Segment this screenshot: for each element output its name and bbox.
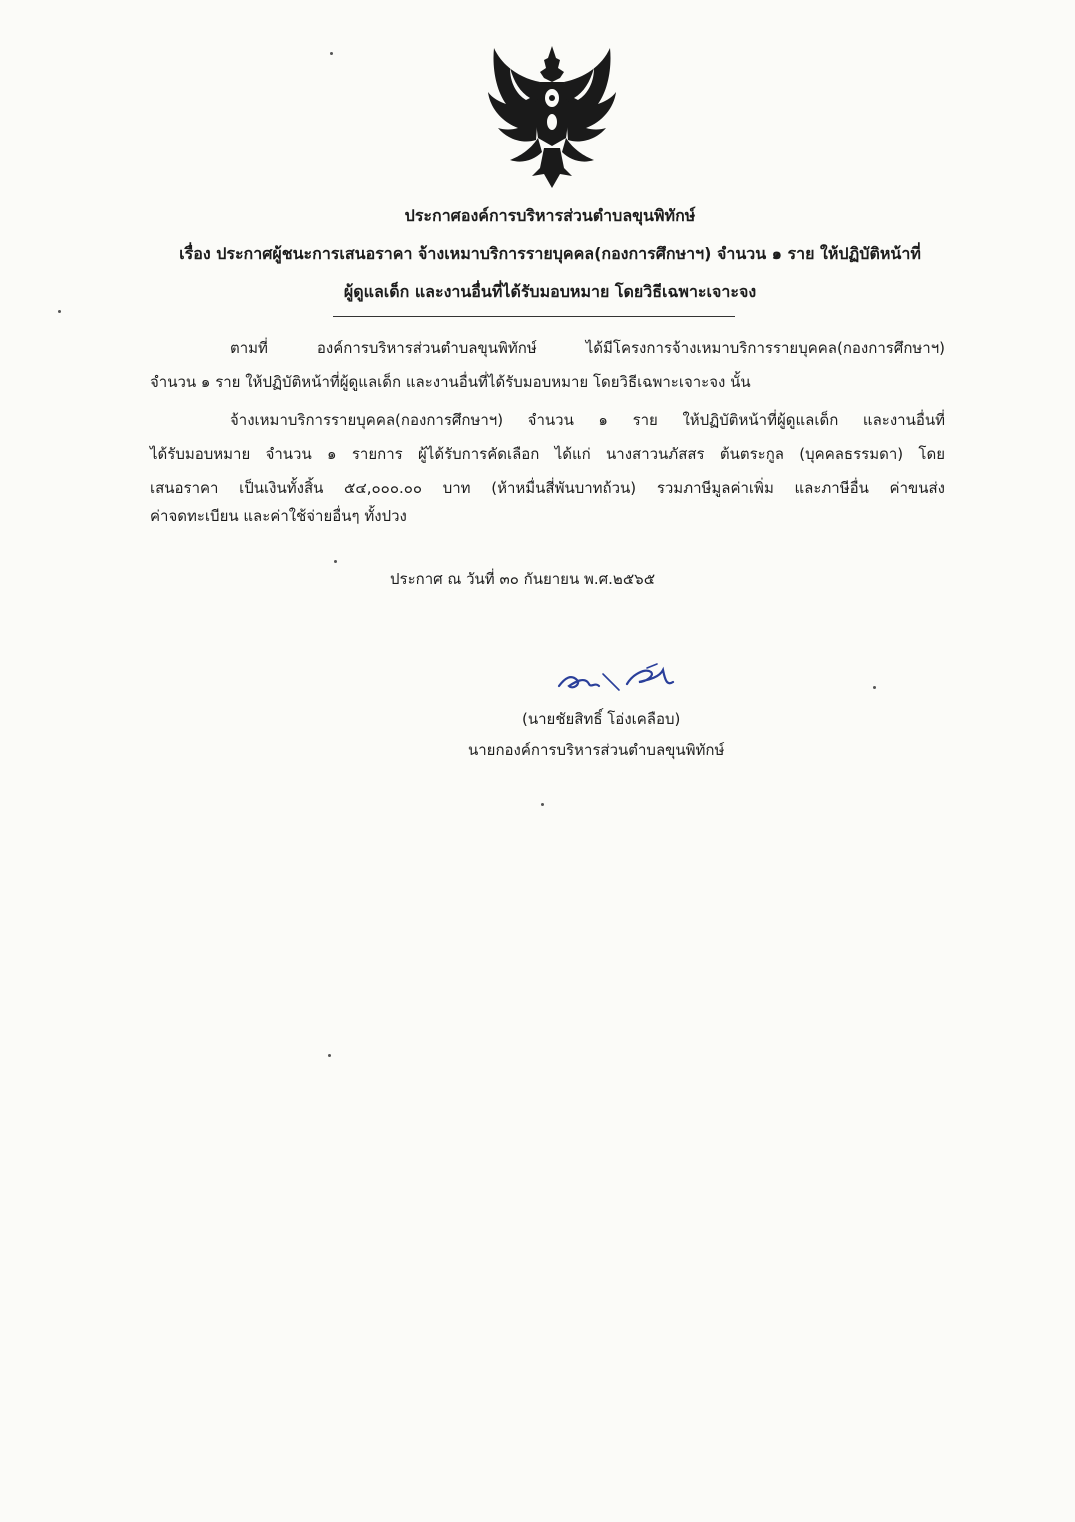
para2-line-2: ได้รับมอบหมาย จำนวน ๑ รายการ ผู้ได้รับการคัดเลือก ได้แก่ นางสาวนภัสสร ต้นตระกูล (บุคคลธรรมดา) โดย xyxy=(150,445,945,463)
para2-line-3: เสนอราคา เป็นเงินทั้งสิ้น ๕๔,๐๐๐.๐๐ บาท (ห้าหมื่นสี่พันบาทถ้วน) รวมภาษีมูลค่าเพิ่ม และภาษีอื่น ค่าขนส่ง xyxy=(150,479,945,497)
scan-speck xyxy=(541,803,544,806)
signature-icon xyxy=(555,660,685,700)
para2-line-4: ค่าจดทะเบียน และค่าใช้จ่ายอื่นๆ ทั้งปวง xyxy=(150,507,407,525)
para1-line-1: ตามที่ องค์การบริหารส่วนตำบลขุนพิทักษ์ ได้มีโครงการจ้างเหมาบริการรายบุคคล(กองการศึกษาฯ) xyxy=(230,339,945,357)
scan-speck xyxy=(328,1054,331,1057)
scan-speck xyxy=(334,560,337,563)
subject-line-2: ผู้ดูแลเด็ก และงานอื่นที่ได้รับมอบหมาย โดยวิธีเฉพาะเจาะจง xyxy=(343,282,757,301)
title-divider xyxy=(333,316,735,317)
signatory-position: นายกองค์การบริหารส่วนตำบลขุนพิทักษ์ xyxy=(468,741,725,759)
subject-line-1: เรื่อง ประกาศผู้ชนะการเสนอราคา จ้างเหมาบริการรายบุคคล(กองการศึกษาฯ) จำนวน ๑ ราย ให้ปฏิบัติหน้าที่ xyxy=(179,244,921,263)
para2-line-1: จ้างเหมาบริการรายบุคคล(กองการศึกษาฯ) จำนวน ๑ ราย ให้ปฏิบัติหน้าที่ผู้ดูแลเด็ก และงานอื่นที่ xyxy=(230,411,945,429)
garuda-emblem-icon xyxy=(480,38,625,196)
scan-speck xyxy=(58,310,61,313)
para1-line-2: จำนวน ๑ ราย ให้ปฏิบัติหน้าที่ผู้ดูแลเด็ก และงานอื่นที่ได้รับมอบหมาย โดยวิธีเฉพาะเจาะจง นั้น xyxy=(150,373,751,391)
announcement-title: ประกาศองค์การบริหารส่วนตำบลขุนพิทักษ์ xyxy=(404,206,696,225)
signatory-name: (นายชัยสิทธิ์ โอ่งเคลือบ) xyxy=(522,710,681,728)
announcement-date: ประกาศ ณ วันที่ ๓๐ กันยายน พ.ศ.๒๕๖๕ xyxy=(390,570,656,588)
scan-speck xyxy=(873,686,876,689)
scan-speck xyxy=(330,52,333,55)
